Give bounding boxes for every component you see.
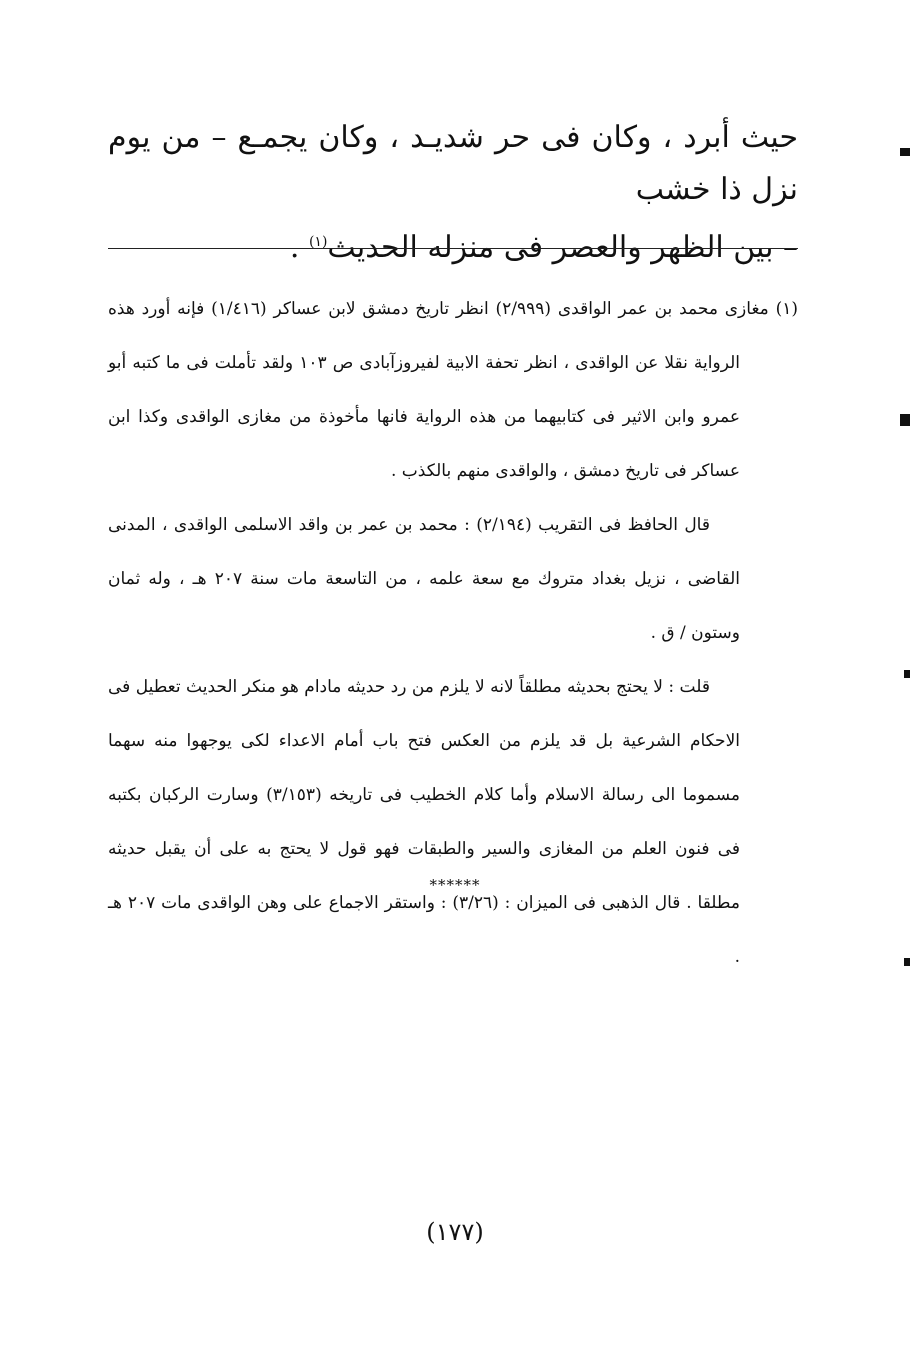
main-text <box>108 112 798 274</box>
scan-edge-mark <box>900 148 910 156</box>
footnote-paragraph-3: قلت : لا يحتج بحديثه مطلقاً لانه لا يلزم من رد حديثه مادام هو منكر الحديث تعطيل فى الاحكام الشرعية بل قد يلزم من العكس فتح باب أمام الاعداء لكى يوجهوا منه سهما مسموما الى رسالة الاسلام وأما كلام الخطيب فى تاريخه (٣/١٥٣) وسارت الركبان بكتبه فى فنون العلم من المغازى والسير والطبقات فهو قول لا يحتج به على أن يقبل حديثه مطلقا . قال الذهبى فى الميزان : (٣/٢٦) : واستقر الاجماع على وهن الواقدى مات ٢٠٧ هـ . <box>108 677 740 967</box>
footnote-paragraph-2: قال الحافظ فى التقريب (٢/١٩٤) : محمد بن عمر بن واقد الاسلمى الواقدى ، المدنى القاضى ، نزيل بغداد متروك مع سعة علمه ، من التاسعة مات سنة ٢٠٧ هـ ، وله ثمان وستون / ق . <box>108 515 740 643</box>
main-line-2-text: – بين الظهر والعصر فى منزله الحديث <box>327 230 798 265</box>
asterisk-divider: ****** <box>429 876 481 894</box>
scan-edge-mark <box>900 414 910 426</box>
main-line-2 <box>108 216 798 274</box>
main-line-1: حيث أبرد ، وكان فى حر شديـد ، وكان يجمـع – من يوم نزل ذا خشب <box>108 120 798 207</box>
footnote-1: (١) مغازى محمد بن عمر الواقدى (٢/٩٩٩) انظر تاريخ دمشق لابن عساكر (١/٤١٦) فإنه أورد هذه الرواية نقلا عن الواقدى ، انظر تحفة الابية لفيروزآبادى ص ١٠٣ ولقد تأملت فى ما كتبه أبو عمرو وابن الاثير فى كتابيهما من هذه الرواية فانها مأخوذة من مغازى الواقدى وكذا ابن عساكر فى تاريخ دمشق ، والواقدى منهم بالكذب . <box>108 299 798 481</box>
scan-edge-mark <box>904 958 910 966</box>
scan-edge-mark <box>904 670 910 678</box>
main-line-2-end: . <box>289 230 309 265</box>
footnote-marker: (١) <box>308 234 328 250</box>
page-number: (١٧٧) <box>426 1218 484 1246</box>
footnote-separator <box>108 248 798 249</box>
